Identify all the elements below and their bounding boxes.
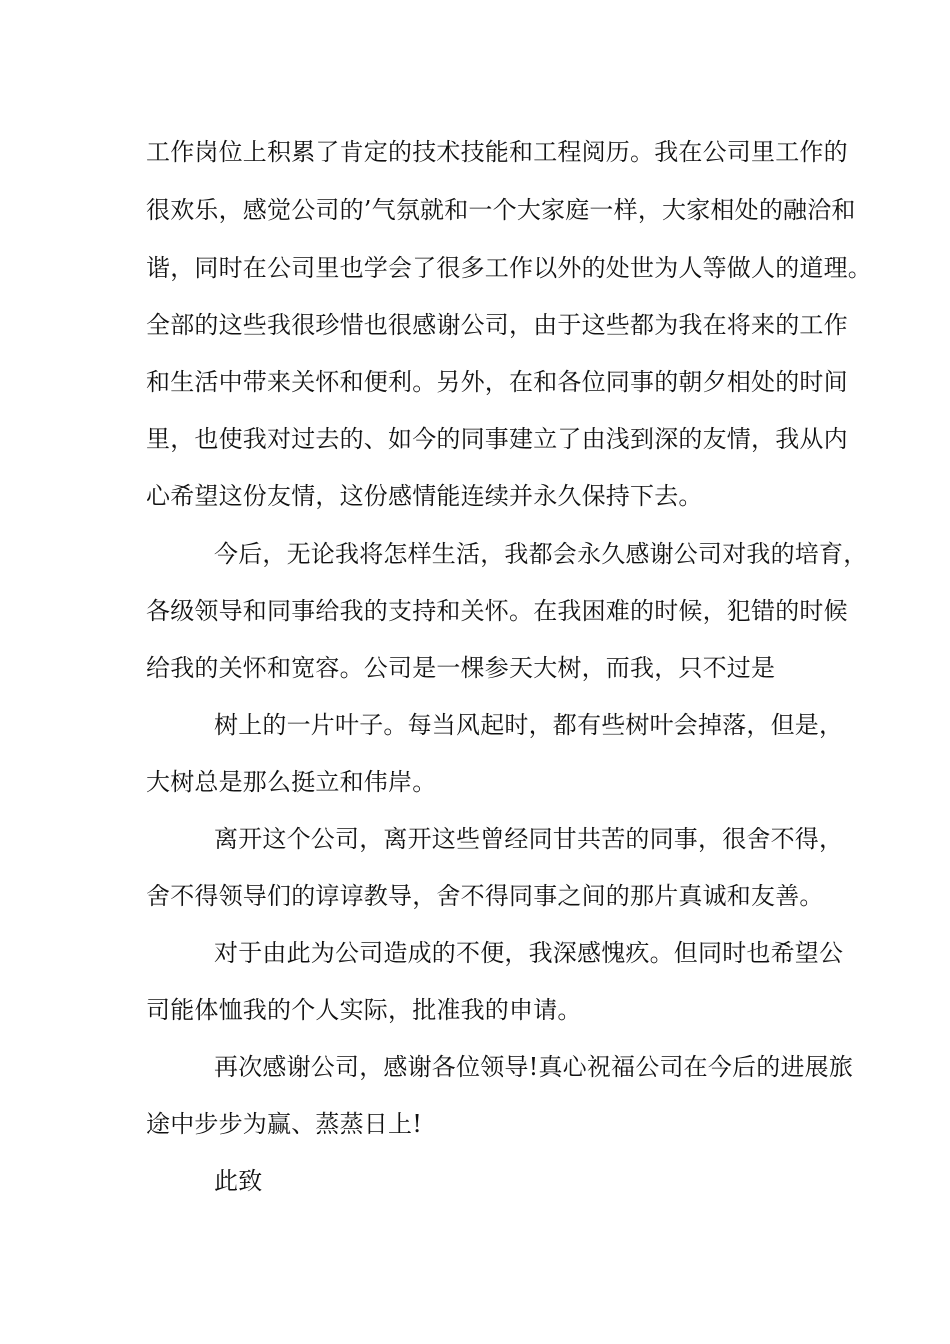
closing-salutation: 此致 [214,1167,263,1195]
text-line: 谐，同时在公司里也学会了很多工作以外的处世为人等做人的道理。 [146,254,872,282]
text-line: 途中步步为赢、蒸蒸日上! [146,1110,423,1138]
text-line: 全部的这些我很珍惜也很感谢公司，由于这些都为我在将来的工作 [146,311,848,339]
text-line: 工作岗位上积累了肯定的技术技能和工程阅历。我在公司里工作的 [146,138,848,166]
text-line: 心希望这份友情，这份感情能连续并永久保持下去。 [146,482,703,510]
text-line: 大树总是那么挺立和伟岸。 [146,768,437,796]
text-line: 里，也使我对过去的、如今的同事建立了由浅到深的友情，我从内 [146,425,848,453]
paragraph-first-line: 离开这个公司，离开这些曾经同甘共苦的同事，很舍不得， [214,825,844,853]
text-line: 和生活中带来关怀和便利。另外，在和各位同事的朝夕相处的时间 [146,368,848,396]
paragraph-first-line: 今后，无论我将怎样生活，我都会永久感谢公司对我的培育， [214,540,868,568]
text-line: 舍不得领导们的谆谆教导，舍不得同事之间的那片真诚和友善。 [146,882,824,910]
text-line: 各级领导和同事给我的支持和关怀。在我困难的时候，犯错的时候 [146,597,848,625]
text-line: 给我的关怀和宽容。公司是一棵参天大树，而我，只不过是 [146,654,776,682]
paragraph-first-line: 树上的一片叶子。每当风起时，都有些树叶会掉落，但是， [214,711,844,739]
text-line: 司能体恤我的个人实际，批准我的申请。 [146,996,582,1024]
paragraph-first-line: 再次感谢公司，感谢各位领导!真心祝福公司在今后的进展旅 [214,1053,854,1081]
text-line: 很欢乐，感觉公司的’气氛就和一个大家庭一样，大家相处的融洽和 [146,196,856,224]
paragraph-first-line: 对于由此为公司造成的不便，我深感愧疚。但同时也希望公 [214,939,844,967]
